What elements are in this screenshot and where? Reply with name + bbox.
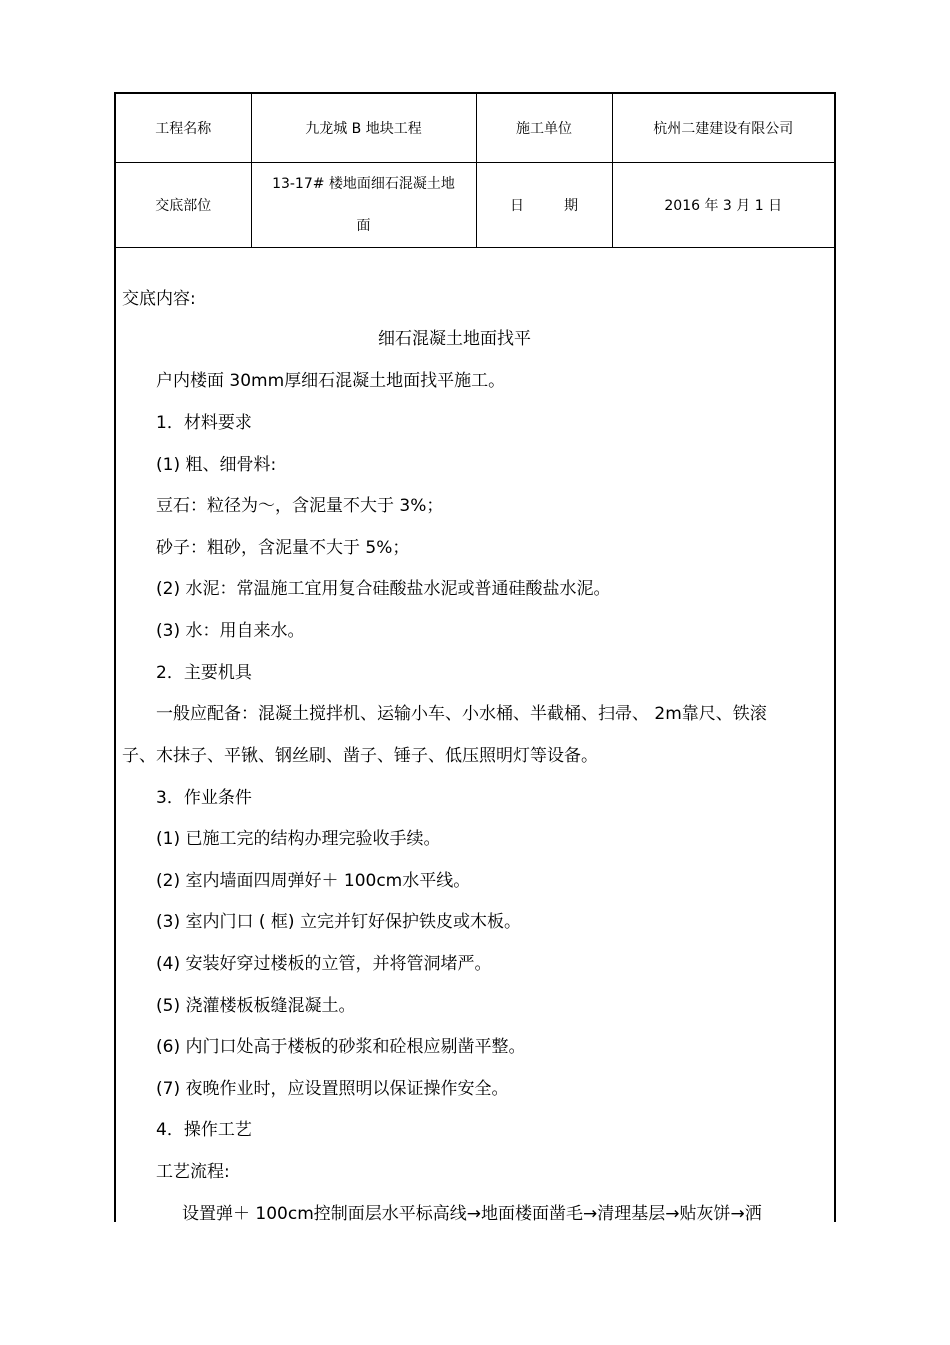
section-heading: 3．作业条件 [156,788,252,808]
disclosure-form [114,92,836,1222]
location-value-line-2: 面 [356,218,371,234]
section-heading: 1．材料要求 [156,413,252,433]
header-row-2 [116,163,834,248]
intro-label: 交底内容: [122,289,196,309]
location-value-line-1: 13-17# 楼地面细石混凝土地 [272,176,455,192]
date-label-part-2: 期 [564,198,578,214]
content-line: (5) 浇灌楼板板缝混凝土。 [156,996,356,1016]
location-label: 交底部位 [116,163,251,248]
date-label [476,163,612,248]
contractor-value: 杭州二建建设有限公司 [612,94,834,163]
date-label-part-1: 日 [510,198,524,214]
content-line: (6) 内门口处高于楼板的砂浆和砼根应剔凿平整。 [156,1037,526,1057]
content-line: (3) 水：用自来水。 [156,621,305,641]
content-line: (1) 粗、细骨料: [156,455,277,475]
project-name-label: 工程名称 [116,94,251,163]
content-line: (2) 室内墙面四周弹好＋ 100cm水平线。 [156,871,471,891]
section-heading: 2．主要机具 [156,663,252,683]
content-line: (7) 夜晚作业时，应设置照明以保证操作安全。 [156,1079,509,1099]
content-line: (4) 安装好穿过楼板的立管，并将管洞堵严。 [156,954,492,974]
content-line: 砂子：粗砂，含泥量不大于 5%； [156,538,410,558]
location-value [251,163,476,248]
content-line: (2) 水泥：常温施工宜用复合硅酸盐水泥或普通硅酸盐水泥。 [156,579,611,599]
section-heading: 4．操作工艺 [156,1120,252,1140]
content-line: 子、木抹子、平锹、钢丝刷、凿子、锤子、低压照明灯等设备。 [122,746,598,766]
header-table [116,94,834,248]
contractor-label: 施工单位 [476,94,612,163]
content-line: (3) 室内门口 ( 框) 立完并钉好保护铁皮或木板。 [156,912,521,932]
project-name-value: 九龙城 B 地块工程 [251,94,476,163]
content-line: 户内楼面 30mm厚细石混凝土地面找平施工。 [156,371,506,391]
content-line: (1) 已施工完的结构办理完验收手续。 [156,829,441,849]
content-line: 一般应配备：混凝土搅拌机、运输小车、小水桶、半截桶、扫帚、 2m靠尺、铁滚 [156,704,767,724]
header-row-1 [116,94,834,163]
process-flow-line: 设置弹＋ 100cm控制面层水平标高线→地面楼面凿毛→清理基层→贴灰饼→洒 [182,1204,762,1224]
date-value: 2016 年 3 月 1 日 [612,163,834,248]
content-title: 细石混凝土地面找平 [378,329,531,349]
content-line: 豆石：粒径为～，含泥量不大于 3%； [156,496,444,516]
content-line: 工艺流程: [156,1162,230,1182]
